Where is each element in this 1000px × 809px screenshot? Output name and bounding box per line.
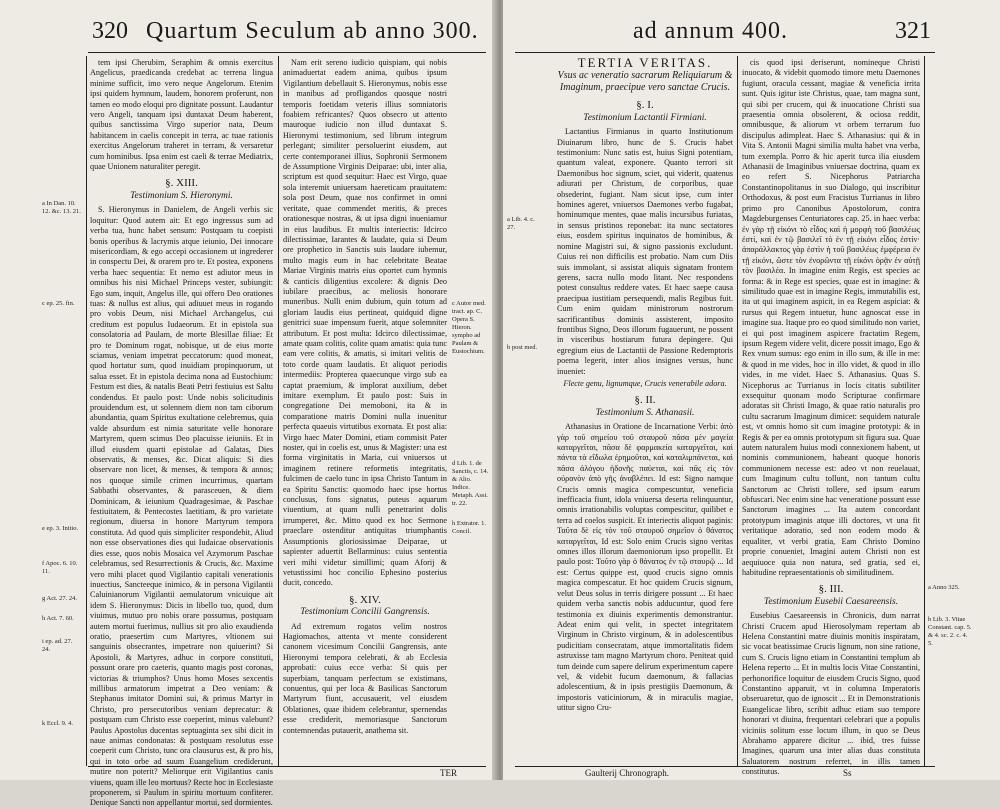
footer-attribution: Gaulterij Chronograph. [585, 768, 669, 778]
section-heading: §. I. [636, 99, 654, 112]
left-footer-rule [88, 766, 486, 767]
margin-note: a Anno 325. [928, 584, 960, 591]
margin-note: d Lib. 1. de Sanctis, c. 14. & Alio. Indice. Metaph. Assi. tr. 22. [452, 460, 489, 507]
right-column-a [557, 55, 733, 766]
right-column-b [742, 58, 920, 777]
left-catchword: TER [440, 768, 457, 778]
right-column-divider [737, 56, 738, 766]
left-column-b [283, 58, 447, 766]
right-page-number: 321 [895, 18, 931, 44]
left-outer-rule [86, 56, 87, 766]
margin-note: a In Dan. 10. 12. &c. 13. 21. [42, 200, 81, 215]
paragraph: cis quod ipsi deriserunt, nomineque Christi inuocato, & videbit quomodo timore metu Daemones fugiunt, oracula cessant, magiae & veneficia irrita sunt. Quis igitur iste Christus, quae, tam magna sunt, qui sibi per crucem, qui & inuocatione Christi sua praesentia omnia obsolerent, & ociosa reddit, omnibusque, & aliorum vt orbem terrarum fuo discipulus adimpleat. Haec S. Athanasius: qui & in Vita S. Antonii Magni similia multa habet vna verba, tum exempla. Porro & hic aperit turca ilia eiusdem Athanasii de Imaginibus vniuersae doctrina, quam ex eo refert S. Nicephorus Patriarcha Constantinopolitanus in suo Dialogo, qui inscribitur Orthodoxus, & post eum Fracistus Turrianus in libro primo pro Canonibus Apostolorum, contra Magdeburgenses Centuriatores cap. 25. in haec verba: ἐν γὰρ τῇ εἰκόνι τὸ εἶδος καὶ ἡ μορφὴ τοῦ βασιλέως ἐστί, καὶ ἐν τῷ βασιλεῖ τὸ ἐν τῇ εἰκόνι εἶδος ἐστίν· ἀπαράλλακτος γὰρ ἐστὶν ἡ τοῦ βασιλέως ἐμφέρεια ἐν τῇ εἰκόνι, ὥστε τὸν ἐνορῶντα τῇ εἰκόνι ὁρᾷν ἐν αὐτῇ τὸν βασιλέα. In imagine enim Regis, est species ac forma: & in Rege est species, quae est in imagine: & similitudo quae est in imagine Regis, immutabilis est, ita ut qui imaginem aspicit, in ea Regem aspiciat: & rursus qui Regem intuetur, hunc agnoscat esse in imagine sua. Itaque pro eo quod similitudo non variet, ei qui post imaginem aspicere fractatim Regem, ipsum Regem videre velit, dicere possit imago, Ego & Rex vnum sumus: ego enim in illo sum, & ille in me: & quod in me vides, hoc in illo videt, & quod in illo vides, in me videt. Haec S. Athanasius. Quas S. Nicephorus ac Turrianus in locis citatis subtiliter exsequitur quonam modo Scripturae confirmare adoratas sit Christi Imago, & quae ratio naturalis pro cultu sacrarum Imaginum dimicet: sequidem naturale est, vt omnis homo sit cum imagine prototypi: & in Regis & per ea omnis prototypum sit figura sua. Quae autem naturalem huius modi connexionem habent, ut nominis communionem, habeant quoque honoris communionem necesse est: adeo vt non reuelauat, cum Imaginum cultu tollunt, non tantum cultu Sanctorum ac Christi tollere, sed ipsum earum obfuscari. Nec enim sine hac veneratione possunt esse Sanctorum imagines ... Ita autem concordant prototypum imaginis atque illi doctores, vt una fit veritatique adoratio, sed non eodem modo & equaliter, vt verbi gratia, Eam Christo Domino proprie conueniet, Imagini autem Christi non est aequiuoce quia non natura, sed gratia, sed ei, habitudine repraesentationis ob similitudinem. [742, 58, 920, 577]
section-heading: §. III. [818, 583, 844, 596]
margin-note: a Lib. 4. c. 27. [507, 216, 535, 231]
section-title: Testimonium Lactantii Firmiani. [583, 112, 707, 123]
left-column-a [90, 58, 273, 808]
paragraph: tem ipsi Cherubim, Seraphim & omnis exercitus Angelicus, praedicanda credebat ac terrena lingua minime sufficit, imo vero neque Angelorum. Etenim ipsi quidem hymnum, laudem, honorem proferunt, non tamen eo modo eloqui pro dignitate possunt. Laudantur vero Angeli, tanquam ipsi duntaxat Deum haberent, quibus sanctissima Virgo superior nata, Deum habitancem in caelis concepit in terra, ac tuae rationis exercitus Angelorum traheret in terram, & versaretur cum hominibus. Ipsa enim est caeli & terrae Mediatrix, quae Unionem naturaliter peregit. [90, 58, 273, 172]
paragraph: Nam erit sereno iudicio quispiam, qui nobis animaduertat eadem anima, quibus ipsum Vigilantium debellauit S. Hieronymus, nobis esse in manibus ad profligandos quosque nostri temporis foetidam veteris illius somniatoris foabiem refricantes? Quos obsecro ut attento mauroque iudicio non illud duntaxat S. Hieronymi testimonium, sed librum integrum perlegant; similiter persoluerint eiusdem, aut certe contemporanei illius, Sophronii Sermonem de Assumptione Virginis Deiparae: ubi, inter alia, scriptum est quod sequitur: Haec est Virgo, quae sola interemit uniuersam haereticam prauitatem: sola post Deum, quae nos confirmet in omni veritate, quae commendet meritis, & preces orationesque nostras, & ut ipsa digni inueniamur in eius laudibus. Et multis interiectis: Idcirco dilectissimae, Iarantes & laudate, quia si Deum ore prophetico in Sanctis suis laudare iubemur, multo magis eum in hac celebritate Beatae Mariae Virginis matris eius oportet cum hymnis & canticis diligentius excolere: & dignis Deo iubilare praecibus, ac meliosis honorare muneribus. Nulli enim dubium, quin totum ad gloriam laudis eius pertineat, quidquid digne genitrici suae impensum fuerit, atque solemniter attributum. Et post multa: Idcirco dilectissimae, amate quam colitis, colite quam amatis: quia tunc eam vere colitis, & amatis, si imitari velitis de toto corde quam laudatis. Et aliquot periodis intermediis: Propterea quaecunque virgo sub ea captat praemium, & implorat auxilium, debet imitare exemplum. Et paulo post: Suis in congregatione Dei memoboni, ita & in comparatione matris Domini nulla inuenitur perfecta quaeuis virtutibus exornata. Et post alia: Virgo haec Mater Domini, etiam commisit Pater noster, qui in coelis est, unus & Magister: una est forma virginitatis in Maria, cui vniuersos ut imaginem retinere reformetis integritatis, fulcimen de caelo tunc in ipsa Christo Tantum in ea Spiritu Sanctis: quomodo haec ipse hortus conclusus, fons signatus, puteus aquarum viuentium, at quam nulli penetrarint dolis irrumperet, &c. Mitto quod ex hoc Sermone praeclare ostenditur antiquitas triumphantis Assumptionis gloriosissimae Deiparae, ut sapienter aduertit Bellarminus: cuius sententia veri mihi videtur simillimi; quam Aforij & vetustissimi hoc concilio Ephesino posterius ducit, concedo. [283, 58, 447, 588]
section-title: Testimonium S. Athanasii. [595, 407, 695, 418]
paragraph: Lactantius Firmianus in quarto Institutionum Diuinarum libro, hunc de S. Crucis habet testimonium: Nunc satis est, huius Signi potentiam, quantum valeat, exponere. Quanto terrori sit Daemonibus hoc signum, sciet, qui viderit, quatenus adiurati per Christum, de corporibus, quae obsederint, fugiant. Nam sicut ipse, cum inter homines ageret, vniuersos Daemones verbo fugabat, hominumque mentes, quae malis incursibus furiatas, in sensus pristinos reponebat: ita nunc sectatores eius, eosdem spiritus inquinatos de hominibus, & nomine Magistri sui, & signo passionis excludunt. Cuius rei non difficilis est probatio. Nam cum Diis suis immolant, si assistat aliquis signatam frontem gerens, sacra nullo modo litant. Nec respondens potest consultus reddere vates. Et haec saepe causa praecipua iustitiam persequendi, malis Regibus fuit. Cum enim quidam ministrorum nostrorum sacrificantibus dominis assisterent, imposito frontibus Signo, Deos illorum fugauerunt, ne possent in visceribus hostiarum futura depingere. Qui egregium eius de Lactantii de Passione Redemptoris poema legerit, inter alios insignes versus, hunc inueniet: [557, 127, 733, 376]
margin-note: h Act. 7. 60. [42, 615, 74, 622]
margin-note: c ep. 25. fin. [42, 300, 75, 307]
margin-note: g Act. 27. 24. [42, 595, 78, 602]
left-header-rule [88, 52, 486, 53]
paragraph: Ad extremum rogatos velim nostros Hagiomachos, attenta vt mente considerent canonem vicesimum Concilii Gangrensis, ante Hieronymi tempora celebrati, & ab Ecclesia approbati: cuius ecce verba: Si quis per superbiam, tanquam perfectum se existimans, conuentus, qui per loca & Basilicas Sanctorum Martyrum fiunt, accusauerit, vel eiusdem Oblationes, quae ibidem celebrantur, spernendas esse crediderit, memoriasque Sanctorum contemnendas putauerit, anathema sit. [283, 621, 447, 735]
margin-note: f Apoc. 6. 10. 11. [42, 560, 78, 575]
section-heading: §. XIII. [165, 177, 198, 190]
left-running-head: Quartum Seculum ab anno 300. [146, 18, 479, 44]
margin-note: h Extrator. 1. Concil. [452, 520, 486, 535]
margin-note: e ep. 3. Initio. [42, 525, 79, 532]
margin-note: b post med. [507, 344, 538, 351]
margin-note: c Autor med. tract. ap. C. Opera S. Hieron. sympho ad Paulam & Eustochium. [452, 300, 486, 355]
right-page [503, 0, 1000, 780]
paragraph: S. Hieronymus in Danielem, de Angeli verbis sic loquitur: Quod autem ait: Et ego ingressus sum ad verba tua, hunc habet sensum: Postquam tu coepisti bonis operibus & lacrymis atque ieiunio, Dei innocare misericordiam, & ego accepi occasionem ut ingrederer in conspectu Dei, & orarem pro te. Et postea, exponens verba haec sequentia: Et nemo est adiutor meus in omnibus his nisi Michael Princeps vester, subiungit: Ego sum, inquit, Angelus ille, qui offero Deo orationes tuas: & nullus est alius, qui adiuuet meus in rogando pro vobis Deum, nisi Michael Archangelus, cui creditum est populus Iudaeorum. Et in epistola sua consolatoria ad Paulam, de morte Blesillae filiae: Et pro te Dominum rogat, nobisque, ut de eius morte sciamus, veniam impetrat peccatorum: quod moneat, quod hortatur sum, quod inuidiam propinquorum, ut salua esset. Et in epistola decima nona ad Eustochium: Festum est dies, & natalis Beati Petri festiuius est Saltu condendus. Et paulo post: Unde nobis solicitudinis prouidendum est, ut solennem diem non tam ciborum abundantia, quam Spiritus exultatione celebremus, quia valde absurdum est nimia saturitate velle honorare Martyrem, quem scimus Deo placuisse ieiuniis. Et in illud eiusdem quarti epistolae ad Galatas, Dies observatis, & menses, &c. Dicat aliquis: Si dies observare non licet, & menses, & tempora & annos; nos quoque simile crimen incurrimus, quartam Sabbathi observantes, & parasceuen, & diem Dominicam, & ieiunium Quadragesimae, & Paschae festiuitatem, & Pentecostes laetitiam, & pro varietate regionum, diuersa in honore Martyrum tempora constituta. Ad quod quis simpliciter respondebit, Aliud non esse observationes dies qui Iudaicae observationis dies esse, quos nobis Mosaica vel Azymorum Paschae celebramus, sed Resurrectionis & Crucis, &c. Maxime vero mihi placet quod Vigilantio capitali venerationis inuectius, Sancteeque inimico, & in persona Vigilantii Caluinianorum Vigilantii aemulatorum vnicuique ait idem S. Hieronymus: Dicis in libello tuo, quod, dum viuimus, mutuo pro nobis orare possumus, postquam autem mortui fuerimus, nullius sit pro alio exaudienda oratio, praesertim cum Martyres, vltionem sui sanguinis obsecrantes, impetrare non quiuerint? Si Apostoli, & Martyres, adhuc in corpore constituti, possunt orare pro caeteris, quanto magis post coronas, victorias & triumphos? Unus homo Moses sexcentis millibus armatorum impetrat a Deo veniam: & Stephanus imitator Domini sui, & primus Martyr in Christo, pro persecutoribus veniam deprecatur: & postquam cum Christo esse coeperint, minus valebunt? Paulus Apostolus ducentas septuaginta sex sibi dicit in naue animas condonatas: & postquam resolutus esse coeperit cum Christo, tunc ora clausurus est, & pro his, qui in toto orbe ad suum Euangelium crediderunt, mutire non poterit? Meliorque erit Vigilantius canis viuens, quam ille leo mortuus? Recte hoc in Ecclesiaste proponerem, si Paulum in spiritu mortuum confiterer. Denique Sancti non appellantur mortui, sed dormientes. [90, 205, 273, 808]
section-title: Testimonium Concilii Gangrensis. [300, 607, 430, 618]
margin-note: b Lib. 3. Vitae Constant. cap. 5. & 4. sc. 2. c. 4. 5. [928, 616, 972, 647]
right-catchword: Ss [843, 768, 852, 778]
section-title: Testimonium S. Hieronymi. [130, 190, 233, 201]
margin-note: i ep. ad. 27. 24. [42, 638, 73, 653]
right-header-rule [515, 52, 935, 53]
right-footer-rule [515, 766, 935, 767]
verse-line: Flecte genu, lignumque, Crucis venerabile adora. [563, 378, 727, 388]
veritas-heading: TERTIA VERITAS. [577, 55, 713, 70]
right-running-head: ad annum 400. [633, 18, 788, 44]
left-page-number: 320 [92, 18, 128, 44]
margin-note: k Eccl. 9. 4. [42, 720, 74, 727]
right-outer-rule [924, 56, 925, 766]
thesis-title: Vsus ac veneratio sacrarum Reliquiarum & Imaginum, praecipue vero sanctae Crucis. [557, 70, 733, 94]
section-heading: §. XIV. [349, 593, 381, 606]
left-column-divider [278, 56, 279, 766]
left-page [0, 0, 497, 808]
section-heading: §. II. [634, 394, 656, 407]
section-title: Testimonium Eusebii Caesareensis. [763, 596, 899, 607]
paragraph: Athanasius in Oratione de Incarnatione Verbi: ἀπὸ γὰρ τοῦ σημείου τοῦ σταυροῦ πᾶσα μὲν μαγεία καταργεῖται, πᾶσα δὲ φαρμακεία καταργεῖται, καὶ πάντα τὰ εἴδωλα ἐρημοῦται, καὶ καταλιμπάνεται, καὶ πᾶσα ἀλόγου ἡδονῆς παύεται, καὶ πᾶς εἰς τὸν οὐρανὸν ἀπὸ γῆς ἀναβλέπει. Id est: Signo namque Crucis omnis magica compescuntur, veneficia inefficacia fiunt, idola vniuersa deserta relinquuntur, omnis irrationabilis voluptas compescitur, quilibet e terra ad coelos suspicit. Et interiectis aliquot paginis: Ταῦτα δὲ εἰς τὸν τοῦ σταυροῦ σημεῖον ὁ θάνατος καταργεῖται, Id est: Solo enim Crucis signo veritas omnes illos illorum daemoniorum ipso propellit. Et paulo post: Τοῦτο γὰρ ὁ θάνατος ἐν τῷ σταυρῷ ... Id est: Certus quippe est, quod crucis signo omnis magica compescatur. Et hoc quidem Crucis signum, velut Deus solus in terris dirigere possunt ... Et haec quidem verba sanctis nobis adducuntur, quod fere testimonia ex diuinis experimentis demonstrantur. Adeat enim qui velit, in spectet integritatem Virginum in Christo virginum, & in adolescentibus pudicitiam consecratam, atque immortalitatis fidem astruxisse tam magno Martyrum choro. Peniteat quid tum deinde cum sapere delirum experimentum capere vel, & videbit fucum daemonum, & fallacias adolescentium, & in ipsis prestigiis Daemonum, & impostoris vaticiniorum, & in miraculis magiae, utitur signo Cru- [557, 422, 733, 713]
paragraph: Eusebius Caesareensis in Chronicis, dum narrat Christi Crucem apud Hierosolymam repertam ab Helena Constantini matre diuinis monitis inspiratam, sic vocat beatissimae Crucis lignum, non sine ratione, cum S. Crucis ligno etiam in Constantini templum ab Helena reperto ... Et in multis locis Vitae Constantini, perhonorifice loquitur de eiusdem Crucis Signo, quod Constantino apparuit, vt in columna Imperatoris obseruaretur, quo de ignoscit ... Et in Demonstrationis Euangelicae libro, scribit adhuc etiam suo tempore honorari vt diuina, frequentari celebrari que a populis viciniis solitum esse locum illum, in quo se Deus Abrahamo apparere dicitur ... ibid, tres fuisse Imagines, quarum una inter alias duas constituta Saluatorem nostrum referret, in illis tamen constitutus. [742, 611, 920, 777]
